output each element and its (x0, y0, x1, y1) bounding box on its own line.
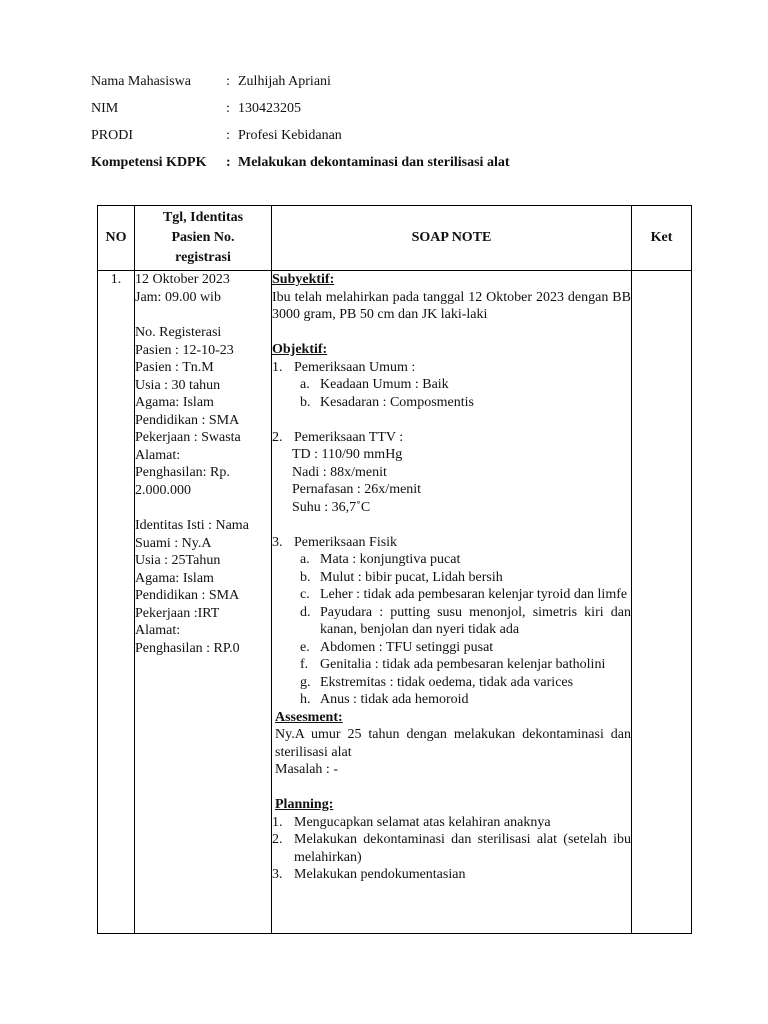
list-item (272, 656, 631, 674)
vital-sign: Pernafasan : 26x/menit (292, 482, 422, 497)
header-ket: Ket (632, 206, 692, 271)
spouse-identity (135, 517, 271, 657)
identity-line: Usia : 30 tahun (135, 377, 221, 393)
list-item (272, 551, 631, 569)
header-identitas-line: Pasien No. (171, 230, 235, 245)
list-number: 2. (272, 832, 283, 847)
list-letter: d. (300, 604, 311, 620)
identity-line: Usia : 25Tahun (135, 553, 221, 568)
identity-line: Agama: Islam (135, 395, 214, 410)
planning-heading: Planning: (275, 797, 334, 812)
list-letter: f. (300, 657, 309, 672)
list-item-text: Payudara : putting susu menonjol, simetris kiri dan kanan, benjolan dan nyeri tidak ada (320, 604, 631, 637)
assesment-text: Ny.A umur 25 tahun dengan melakukan dekontaminasi dan sterilisasi alat (275, 727, 631, 760)
field-label: PRODI (91, 128, 134, 143)
visit-time: Jam: 09.00 wib (135, 289, 221, 305)
field-label: Kompetensi KDPK (91, 155, 207, 170)
exam-title: Pemeriksaan Fisik (294, 534, 398, 550)
list-item-text: Mata : konjungtiva pucat (320, 552, 461, 567)
list-item (272, 639, 631, 657)
list-item-text: Mengucapkan selamat atas kelahiran anaknya (294, 814, 551, 830)
list-item-text: Melakukan dekontaminasi dan sterilisasi alat (setelah ibu melahirkan) (294, 832, 631, 865)
identity-line: Pasien : 12-10-23 (135, 342, 234, 358)
list-item-text: Kesadaran : Composmentis (320, 394, 474, 410)
identity-line: Pekerjaan : Swasta (135, 430, 241, 445)
identity-line: Pendidikan : SMA (135, 588, 240, 603)
exam-vital-signs (272, 429, 631, 447)
ket-cell (632, 271, 692, 934)
vital-sign: TD : 110/90 mmHg (292, 447, 403, 462)
list-item (272, 814, 631, 832)
vital-sign: Suhu : 36,7˚C (292, 499, 371, 515)
masalah-text: Masalah : - (275, 762, 338, 777)
list-letter: a. (300, 552, 310, 567)
field-value: Profesi Kebidanan (238, 128, 342, 143)
list-letter: c. (300, 587, 310, 602)
list-item (272, 586, 631, 604)
identity-line: Suami : Ny.A (135, 535, 212, 551)
exam-physical (272, 534, 631, 552)
vital-sign: Nadi : 88x/menit (292, 464, 387, 480)
list-number: 1. (272, 359, 283, 375)
identity-line: 2.000.000 (135, 482, 191, 498)
list-item (272, 831, 631, 866)
row-number: 1. (98, 271, 135, 934)
identity-line: Pasien : Tn.M (135, 360, 214, 375)
list-item-text: Keadaan Umum : Baik (320, 377, 449, 392)
field-value: Melakukan dekontaminasi dan sterilisasi alat (238, 155, 510, 170)
list-letter: b. (300, 569, 311, 585)
objektif-heading: Objektif: (272, 342, 328, 357)
subjektif-text: Ibu telah melahirkan pada tanggal 12 Oktober 2023 dengan BB 3000 gram, PB 50 cm dan JK laki-laki (272, 289, 631, 322)
identity-line: Agama: Islam (135, 570, 214, 586)
header-identitas (135, 206, 272, 271)
soap-table (97, 205, 692, 934)
header-identitas-line: registrasi (175, 250, 231, 265)
list-letter: b. (300, 394, 311, 410)
list-letter: e. (300, 639, 310, 655)
list-item-text: Mulut : bibir pucat, Lidah bersih (320, 569, 503, 585)
field-colon: : (226, 128, 230, 143)
list-item (272, 569, 631, 587)
list-number: 2. (272, 429, 283, 445)
identity-line: Alamat: (135, 447, 181, 463)
assesment-heading: Assesment: (275, 709, 343, 725)
exam-general (272, 359, 631, 377)
list-item-text: Genitalia : tidak ada pembesaran kelenjar batholini (320, 657, 606, 672)
soap-note-cell (272, 271, 632, 934)
visit-datetime (135, 271, 271, 306)
field-label: Nama Mahasiswa (91, 74, 191, 89)
header-no: NO (98, 206, 135, 271)
field-colon: : (226, 155, 231, 170)
list-item (272, 604, 631, 639)
patient-identity-cell (135, 271, 272, 934)
list-item (272, 691, 631, 709)
patient-identity (135, 324, 271, 499)
identity-line: Identitas Isti : Nama (135, 518, 249, 533)
table-header-row (98, 206, 692, 271)
list-item (272, 376, 631, 394)
list-item (272, 674, 631, 692)
list-number: 3. (272, 867, 283, 882)
identity-line: No. Registerasi (135, 325, 222, 340)
field-value: 130423205 (238, 101, 301, 116)
list-item-text: Anus : tidak ada hemoroid (320, 692, 469, 707)
identity-line: Penghasilan: Rp. (135, 465, 230, 480)
subjektif-heading: Subyektif: (272, 272, 335, 287)
list-letter: h. (300, 692, 311, 707)
list-item-text: Leher : tidak ada pembesaran kelenjar tyroid dan limfe (320, 587, 628, 602)
identity-line: Pendidikan : SMA (135, 412, 240, 428)
field-colon: : (226, 101, 230, 116)
identity-line: Penghasilan : RP.0 (135, 640, 240, 656)
list-item-text: Melakukan pendokumentasian (294, 867, 466, 882)
list-letter: g. (300, 674, 311, 690)
field-label: NIM (91, 101, 119, 116)
list-item-text: Ekstremitas : tidak oedema, tidak ada varices (320, 674, 574, 690)
identity-line: Pekerjaan :IRT (135, 605, 220, 621)
table-row (98, 271, 692, 934)
field-value: Zulhijah Apriani (238, 74, 331, 89)
identity-line: Alamat: (135, 623, 181, 638)
list-item-text: Abdomen : TFU setinggi pusat (320, 639, 494, 655)
exam-title: Pemeriksaan TTV : (294, 429, 404, 445)
field-colon: : (226, 74, 230, 89)
list-letter: a. (300, 377, 310, 392)
header-soap-note: SOAP NOTE (272, 206, 632, 271)
exam-title: Pemeriksaan Umum : (294, 359, 416, 375)
list-item (272, 866, 631, 884)
list-number: 1. (272, 814, 283, 830)
visit-date: 12 Oktober 2023 (135, 272, 230, 287)
list-item (272, 394, 631, 412)
list-number: 3. (272, 534, 283, 550)
header-identitas-line: Tgl, Identitas (162, 210, 244, 225)
